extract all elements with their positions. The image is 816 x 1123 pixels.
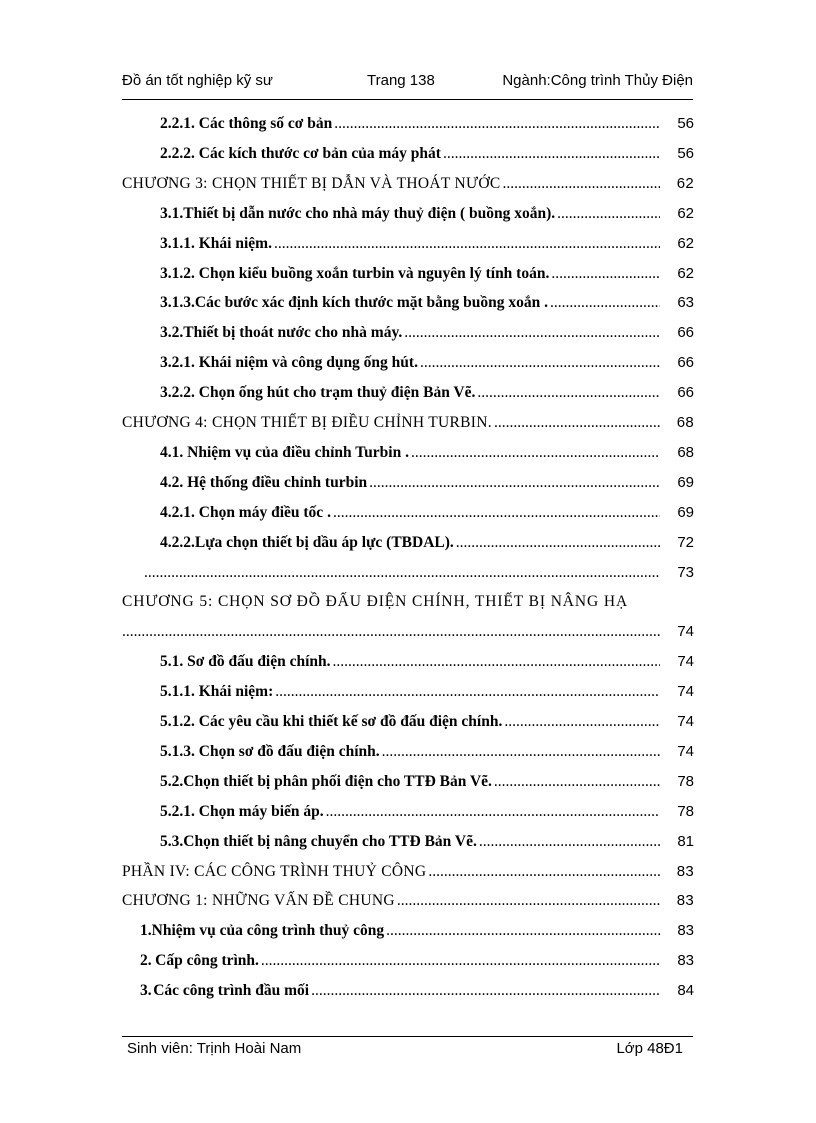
toc-entry-page: 74 — [677, 653, 694, 671]
toc-entry-label: 3.1.2. Chọn kiểu buồng xoắn turbin và nguyên lý tính toán. — [160, 264, 550, 282]
toc-entry — [140, 982, 694, 1010]
toc-entry-label: Các công trình đầu mối — [153, 982, 310, 1000]
toc-entry-page: 62 — [676, 174, 694, 192]
toc-entry-number: 3. — [140, 982, 152, 1000]
toc-entry-label: 3.2.1. Khái niệm và công dụng ống hút. — [160, 354, 418, 372]
toc-dot-leader — [404, 324, 660, 342]
toc-entry — [160, 384, 694, 412]
toc-dot-leader — [494, 773, 660, 791]
toc-dot-leader — [494, 414, 660, 432]
toc-entry — [160, 474, 694, 502]
toc-entry-number: 2. — [140, 952, 152, 970]
toc-dot-leader — [274, 235, 660, 253]
toc-dot-leader — [122, 623, 660, 641]
toc-entry — [160, 773, 694, 801]
toc-entry-label: Nhiệm vụ của công trình thuỷ công — [151, 922, 385, 940]
toc-entry-page: 68 — [677, 443, 694, 461]
toc-dot-leader — [311, 982, 660, 1000]
toc-dot-leader — [369, 474, 660, 492]
toc-entry-label: 5.1.3. Chọn sơ đồ đấu điện chính. — [160, 742, 380, 760]
toc-entry-page: 74 — [677, 623, 694, 641]
toc-entry-label: 4.1. Nhiệm vụ của điều chỉnh Turbin . — [160, 443, 409, 461]
toc-entry-label: PHẦN IV: CÁC CÔNG TRÌNH THUỶ CÔNG — [122, 862, 427, 880]
toc-entry-page: 66 — [677, 324, 694, 342]
toc-entry — [122, 175, 694, 203]
toc-dot-leader — [261, 952, 660, 970]
toc-dot-leader — [420, 354, 660, 372]
toc-entry-page: 78 — [677, 772, 694, 790]
toc-entry — [144, 564, 694, 592]
toc-dot-leader — [326, 803, 660, 821]
toc-entry-label: 3.2.2. Chọn ống hút cho trạm thuỷ điện Bản Vẽ. — [160, 384, 476, 402]
toc-dot-leader — [504, 713, 660, 731]
toc-entry-label: 3.1.Thiết bị dẫn nước cho nhà máy thuỷ điện ( buồng xoắn). — [160, 204, 556, 222]
toc-dot-leader — [333, 504, 660, 522]
toc-entry — [122, 414, 694, 442]
toc-entry — [160, 534, 694, 562]
toc-dot-leader — [275, 683, 660, 701]
toc-entry-page: 83 — [677, 922, 694, 940]
toc-entry — [160, 145, 694, 173]
toc-entry-label: 5.1.1. Khái niệm: — [160, 683, 274, 701]
toc-entry — [160, 833, 694, 861]
toc-dot-leader — [443, 145, 660, 163]
toc-entry-label: 5.3.Chọn thiết bị nâng chuyển cho TTĐ Bản Vẽ. — [160, 832, 477, 850]
toc-entry-label: 5.1.2. Các yêu cầu khi thiết kế sơ đồ đấu điện chính. — [160, 713, 503, 730]
toc-entry-label: 2.2.2. Các kích thước cơ bản của máy phát — [160, 144, 441, 162]
toc-entry — [160, 324, 694, 352]
toc-entry-page: 63 — [677, 294, 694, 312]
toc-entry — [122, 892, 694, 920]
toc-dot-leader — [397, 892, 660, 910]
toc-dot-leader — [503, 175, 660, 193]
toc-entry — [160, 205, 694, 233]
toc-entry — [122, 863, 694, 891]
toc-entry-label: 3.1.3.Các bước xác định kích thước mặt bằng buồng xoắn . — [160, 294, 549, 312]
toc-entry-label: 5.2.Chọn thiết bị phân phối điện cho TTĐ Bản Vẽ. — [160, 772, 492, 790]
toc-entry-label: 3.1.1. Khái niệm. — [160, 234, 272, 252]
toc-entry-label: Cấp công trình. — [155, 952, 259, 970]
toc-dot-leader — [477, 384, 660, 402]
toc-entry — [122, 623, 694, 651]
toc-dot-leader — [334, 115, 660, 133]
toc-dot-leader — [333, 653, 660, 671]
toc-entry — [160, 115, 694, 143]
toc-entry-page: 62 — [677, 204, 694, 222]
toc-entry — [160, 683, 694, 711]
toc-entry-label: 3.2.Thiết bị thoát nước cho nhà máy. — [160, 324, 403, 342]
header-divider — [122, 99, 693, 100]
header-page-number: Trang 138 — [367, 72, 435, 89]
toc-entry-page: 69 — [677, 473, 694, 491]
toc-entry-page: 73 — [677, 563, 694, 581]
page-header — [122, 70, 693, 96]
toc-entry — [140, 922, 694, 950]
toc-entry-page: 74 — [677, 713, 694, 730]
toc-dot-leader — [456, 534, 660, 552]
toc-entry-number: 1. — [140, 922, 152, 940]
footer-class: Lớp 48Đ1 — [616, 1040, 683, 1057]
toc-entry — [140, 952, 694, 980]
toc-entry-label: CHƯƠNG 3: CHỌN THIẾT BỊ DẪN VÀ THOÁT NƯỚC — [122, 174, 501, 192]
toc-entry — [160, 504, 694, 532]
toc-entry-page: 62 — [677, 234, 694, 252]
toc-entry-page: 83 — [676, 862, 694, 880]
header-document-title: Đồ án tốt nghiệp kỹ sư — [122, 72, 273, 89]
toc-entry-label: 4.2.2.Lựa chọn thiết bị dầu áp lực (TBDAL). — [160, 533, 454, 551]
toc-dot-leader — [386, 922, 660, 940]
toc-entry-label: CHƯƠNG 1: NHỮNG VẤN ĐỀ CHUNG — [122, 892, 395, 910]
toc-dot-leader — [551, 265, 660, 283]
toc-entry — [160, 743, 694, 771]
toc-entry — [160, 265, 694, 293]
toc-entry-page: 74 — [677, 683, 694, 701]
toc-dot-leader — [550, 294, 660, 312]
toc-entry-page: 56 — [677, 115, 694, 132]
header-major: Ngành:Công trình Thủy Điện — [502, 72, 693, 89]
toc-entry-page: 69 — [677, 503, 694, 521]
toc-dot-leader — [144, 564, 660, 582]
toc-entry-page: 68 — [676, 414, 694, 431]
toc-entry — [160, 444, 694, 472]
page-footer — [122, 1040, 693, 1062]
toc-entry-label: 4.2.1. Chọn máy điều tốc . — [160, 503, 331, 521]
toc-entry-page: 84 — [677, 982, 694, 1000]
toc-entry — [160, 803, 694, 831]
toc-entry-page: 62 — [677, 264, 694, 282]
toc-dot-leader — [557, 205, 660, 223]
toc-entry-label: CHƯƠNG 4: CHỌN THIẾT BỊ ĐIỀU CHỈNH TURBIN. — [122, 414, 492, 431]
toc-entry-page: 72 — [677, 533, 694, 551]
toc-dot-leader — [382, 743, 660, 761]
toc-entry-page: 78 — [677, 802, 694, 820]
toc-entry-page: 66 — [677, 354, 694, 372]
toc-entry-page: 83 — [676, 892, 694, 910]
toc-entry-label: 4.2. Hệ thống điều chỉnh turbin — [160, 473, 368, 491]
toc-entry — [122, 593, 694, 621]
toc-entry-label: 5.1. Sơ đồ đấu điện chính. — [160, 653, 331, 671]
toc-entry-label: 5.2.1. Chọn máy biến áp. — [160, 802, 324, 820]
toc-dot-leader — [411, 444, 660, 462]
toc-entry — [160, 354, 694, 382]
toc-entry-page: 66 — [677, 384, 694, 402]
toc-entry-label: 2.2.1. Các thông số cơ bản — [160, 115, 333, 132]
toc-entry — [160, 235, 694, 263]
toc-dot-leader — [428, 863, 660, 881]
toc-entry-page: 83 — [677, 952, 694, 970]
footer-student-name: Sinh viên: Trịnh Hoài Nam — [127, 1040, 302, 1057]
toc-entry — [160, 653, 694, 681]
toc-entry-page: 81 — [677, 832, 694, 850]
toc-entry-page: 56 — [677, 144, 694, 162]
toc-entry-label: CHƯƠNG 5: CHỌN SƠ ĐỒ ĐẤU ĐIỆN CHÍNH, THIẾT BỊ NÂNG HẠ — [122, 593, 629, 611]
footer-divider — [122, 1036, 693, 1037]
toc-entry — [160, 713, 694, 741]
toc-entry — [160, 294, 694, 322]
toc-dot-leader — [479, 833, 660, 851]
toc-entry-page: 74 — [677, 742, 694, 760]
